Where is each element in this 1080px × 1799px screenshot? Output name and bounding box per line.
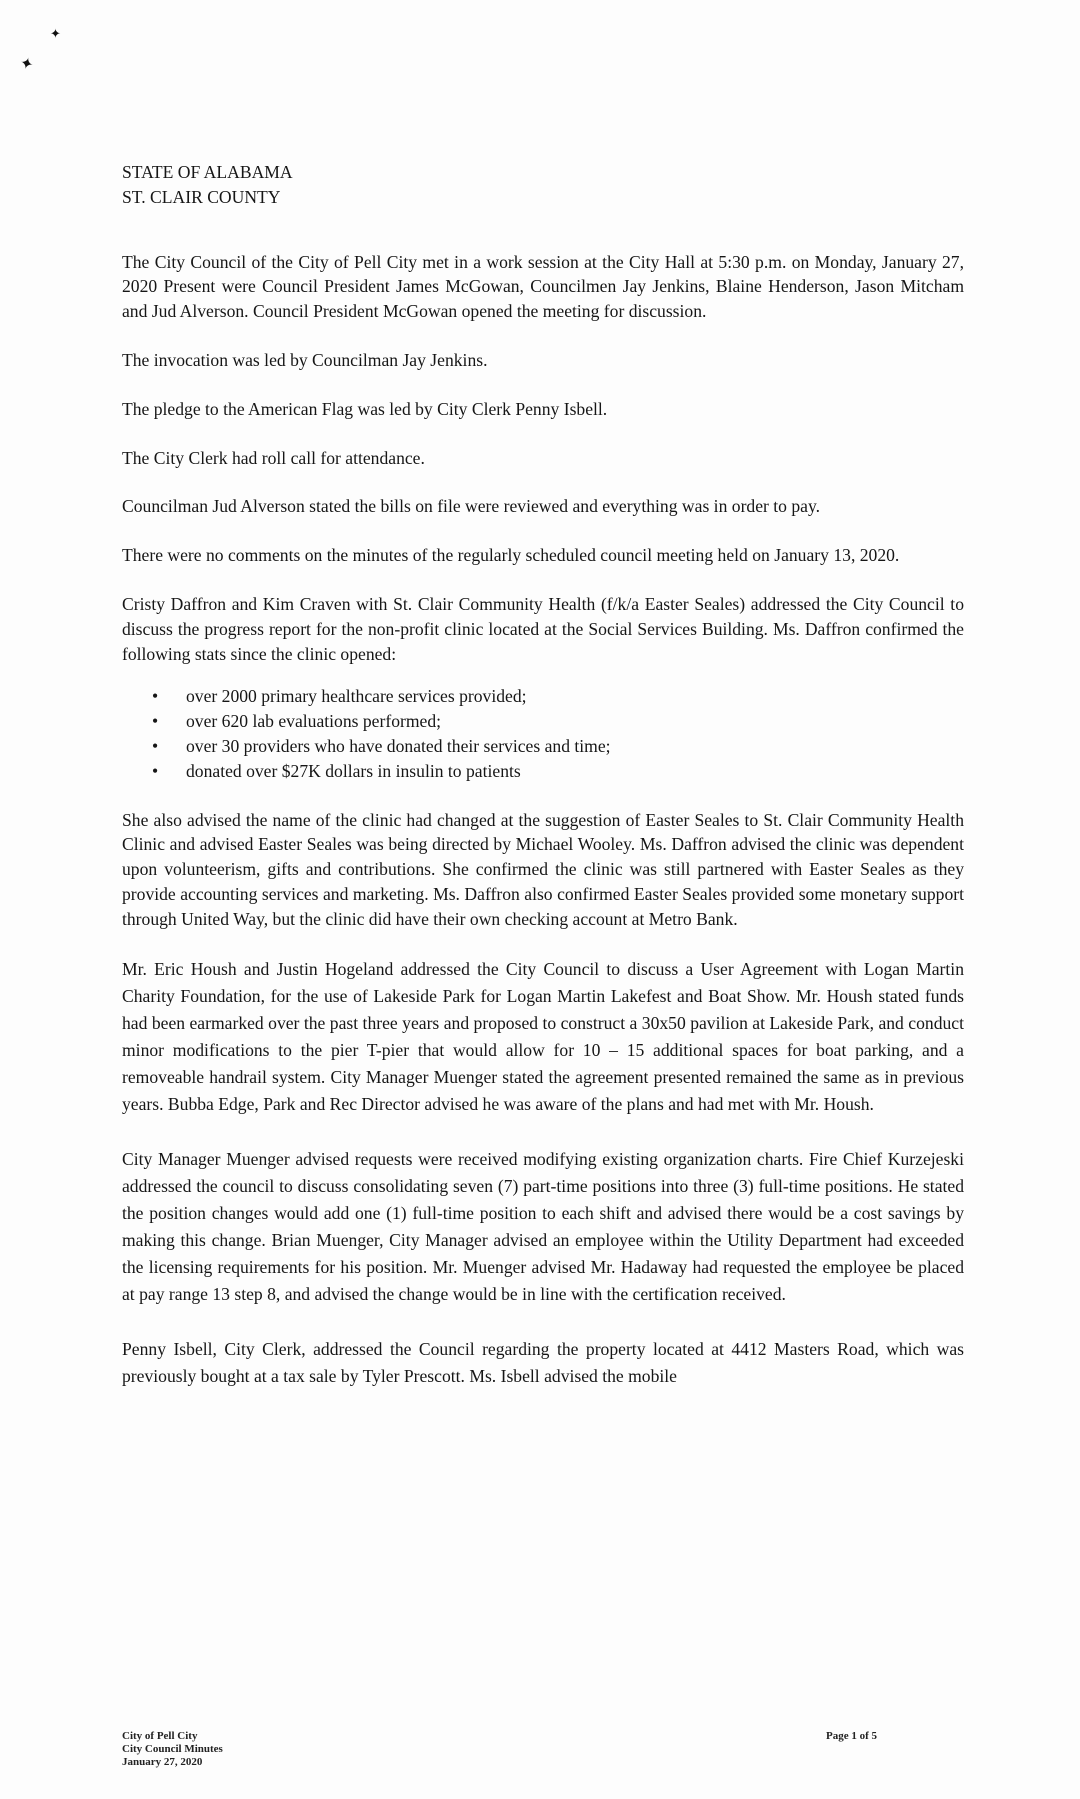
footer-document-info — [122, 1730, 223, 1769]
paragraph: She also advised the name of the clinic had changed at the suggestion of Easter Seales to St. Clair Community Health Clinic and advised Easter Seales was being directed by Michael Wooley. Ms. Daffron advised the clinic was dependent upon volunteerism, gifts and contributions. She confirmed the clinic was still partnered with Easter Seales as they provide accounting services and marketing. Ms. Daffron also confirmed Easter Seales provided some monetary support through United Way, but the clinic did have their own checking account at Metro Bank. — [122, 809, 964, 929]
footer-date: January 27, 2020 — [122, 1756, 203, 1768]
bullet-icon: • — [152, 735, 159, 756]
paragraph: City Manager Muenger advised requests were received modifying existing organization charts. Fire Chief Kurzejeski addressed the council to discuss consolidating seven (7) part-time positions into three (3) full-time positions. He stated the position changes would add one (1) full-time position to each shift and advised there would be a cost savings by making this change. Brian Muenger, City Manager advised an employee within the Utility Department had exceeded the licensing requirements for his position. Mr. Muenger advised Mr. Hadaway had requested the employee be placed at pay range 13 step 8, and advised the change would be in line with the certification received. — [122, 1148, 964, 1304]
page-number: Page 1 of 5 — [826, 1730, 878, 1742]
paragraph: There were no comments on the minutes of the regularly scheduled council meeting held on January 13, 2020. — [122, 545, 900, 566]
footer-city: City of Pell City — [122, 1730, 198, 1742]
document-heading — [122, 160, 964, 210]
document-body — [122, 160, 964, 1418]
paragraph: The City Council of the City of Pell City met in a work session at the City Hall at 5:30 p.m. on Monday, January 27, 2020 Present were Council President James McGowan, Councilmen Jay Jenkins, Blaine Henderson, Jason Mitcham and Jud Alverson. Council President McGowan opened the meeting for discussion. — [122, 251, 964, 322]
paragraph: The City Clerk had roll call for attendance. — [122, 447, 425, 468]
paragraph: Cristy Daffron and Kim Craven with St. Clair Community Health (f/k/a Easter Seales) addressed the City Council to discuss the progress report for the non-profit clinic located at the Social Services Building. Ms. Daffron confirmed the following stats since the clinic opened: — [122, 593, 964, 664]
list-item — [122, 709, 964, 734]
scan-mark: ✦ — [17, 52, 36, 75]
list-item-text: over 620 lab evaluations performed; — [186, 711, 442, 732]
list-item — [122, 734, 964, 759]
paragraph: Mr. Eric Housh and Justin Hogeland addressed the City Council to discuss a User Agreement with Logan Martin Charity Foundation, for the use of Lakeside Park for Logan Martin Lakefest and Boat Show. Mr. Housh stated funds had been earmarked over the past three years and proposed to construct a 30x50 pavilion at Lakeside Park, and conduct minor modifications to the pier T-pier that would allow for 10 – 15 additional spaces for boat parking, and a removeable handrail system. City Manager Muenger stated the agreement presented remained the same as in previous years. Bubba Edge, Park and Rec Director advised he was aware of the plans and had met with Mr. Housh. — [122, 958, 964, 1114]
list-item — [122, 684, 964, 709]
list-item — [122, 759, 964, 784]
bullet-icon: • — [152, 760, 159, 781]
bullet-icon: • — [152, 686, 159, 707]
heading-county: ST. CLAIR COUNTY — [122, 186, 281, 207]
footer-doc-type: City Council Minutes — [122, 1743, 223, 1755]
list-item-text: over 2000 primary healthcare services provided; — [186, 686, 527, 707]
list-item-text: donated over $27K dollars in insulin to patients — [186, 760, 521, 781]
paragraph: The invocation was led by Councilman Jay Jenkins. — [122, 349, 488, 370]
paragraph: Penny Isbell, City Clerk, addressed the Council regarding the property located at 4412 Masters Road, which was previously bought at a tax sale by Tyler Prescott. Ms. Isbell advised the mobile — [122, 1338, 964, 1386]
paragraph: Councilman Jud Alverson stated the bills on file were reviewed and everything was in order to pay. — [122, 496, 821, 517]
list-item-text: over 30 providers who have donated their services and time; — [186, 735, 611, 756]
scan-mark: ✦ — [50, 27, 61, 42]
heading-state: STATE OF ALABAMA — [122, 162, 293, 182]
paragraph: The pledge to the American Flag was led by City Clerk Penny Isbell. — [122, 398, 608, 419]
stats-list — [122, 684, 964, 783]
bullet-icon: • — [152, 711, 159, 732]
